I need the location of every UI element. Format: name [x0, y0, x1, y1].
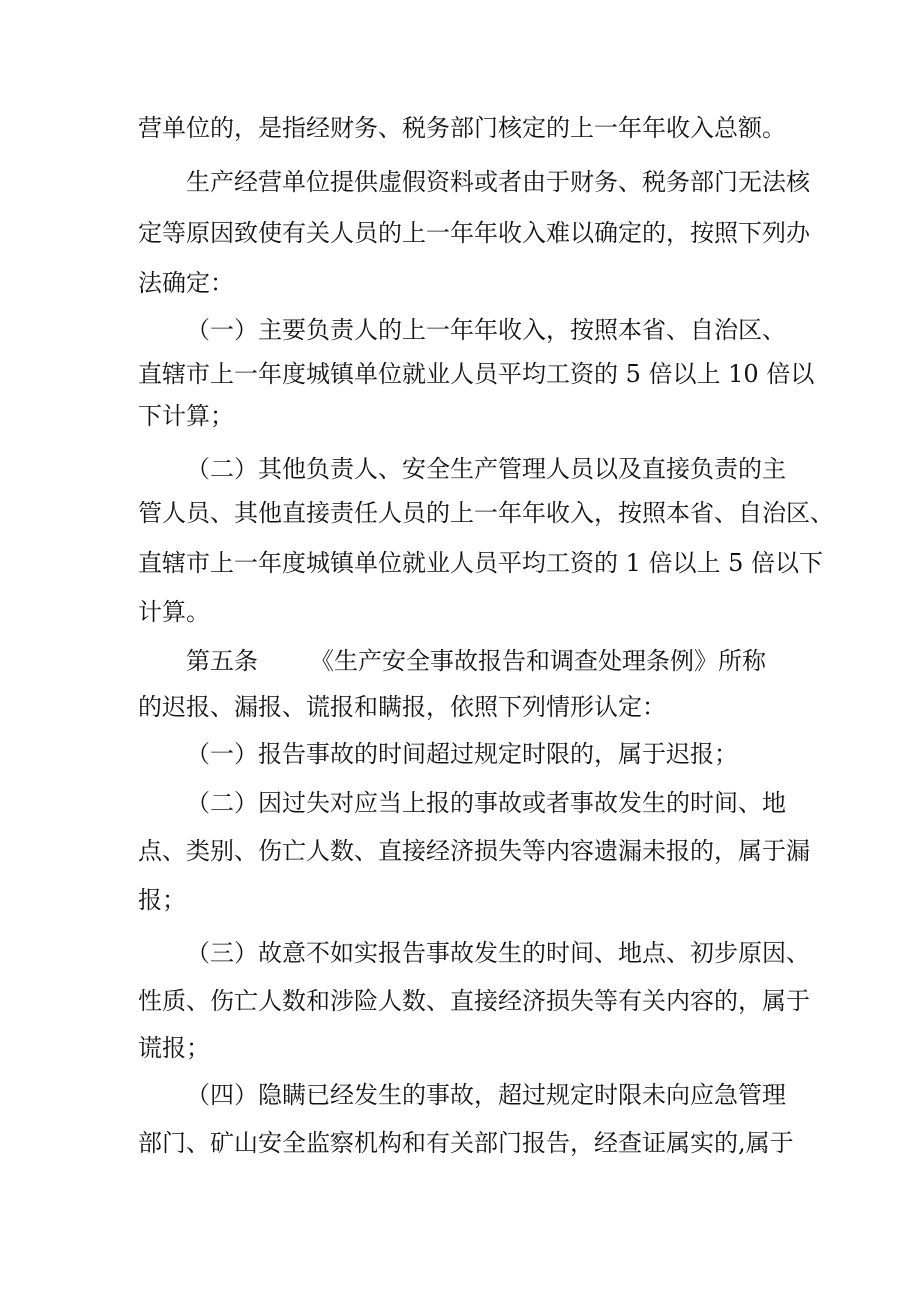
text-line: 法确定：	[138, 269, 234, 297]
text-line: 的迟报、漏报、谎报和瞒报，依照下列情形认定：	[138, 693, 666, 721]
regulation-title: 《生产安全事故报告和调查处理条例》所称	[310, 647, 766, 675]
text-line: 定等原因致使有关人员的上一年年收入难以确定的，按照下列办	[138, 219, 810, 247]
text-line: 点、类别、伤亡人数、直接经济损失等内容遗漏未报的，属于漏	[138, 837, 810, 865]
text-line: 直辖市上一年度城镇单位就业人员平均工资的 1 倍以上 5 倍以下	[138, 549, 824, 577]
article-number: 第五条	[186, 647, 258, 675]
text-line: （四）隐瞒已经发生的事故，超过规定时限未向应急管理	[186, 1081, 786, 1109]
text-line: 计算。	[138, 598, 210, 626]
text-line: （二）因过失对应当上报的事故或者事故发生的时间、地	[186, 789, 786, 817]
text-line: 生产经营单位提供虚假资料或者由于财务、税务部门无法核	[186, 168, 810, 196]
text-line: 谎报；	[138, 1034, 210, 1062]
text-line: （一）主要负责人的上一年年收入，按照本省、自治区、	[186, 316, 786, 344]
text-line: 性质、伤亡人数和涉险人数、直接经济损失等有关内容的，属于	[138, 987, 810, 1015]
text-line: （三）故意不如实报告事故发生的时间、地点、初步原因、	[186, 939, 810, 967]
text-line: （二）其他负责人、安全生产管理人员以及直接负责的主	[186, 455, 786, 483]
text-line: 直辖市上一年度城镇单位就业人员平均工资的 5 倍以上 10 倍以	[138, 360, 815, 388]
text-line: 管人员、其他直接责任人员的上一年年收入，按照本省、自治区、	[138, 499, 834, 527]
text-line: 报；	[138, 886, 186, 914]
text-line: 下计算；	[138, 402, 234, 430]
text-line: 部门、矿山安全监察机构和有关部门报告，经查证属实的,属于	[138, 1129, 794, 1157]
text-line: 营单位的，是指经财务、税务部门核定的上一年年收入总额。	[138, 114, 786, 142]
text-line: （一）报告事故的时间超过规定时限的，属于迟报；	[186, 740, 738, 768]
